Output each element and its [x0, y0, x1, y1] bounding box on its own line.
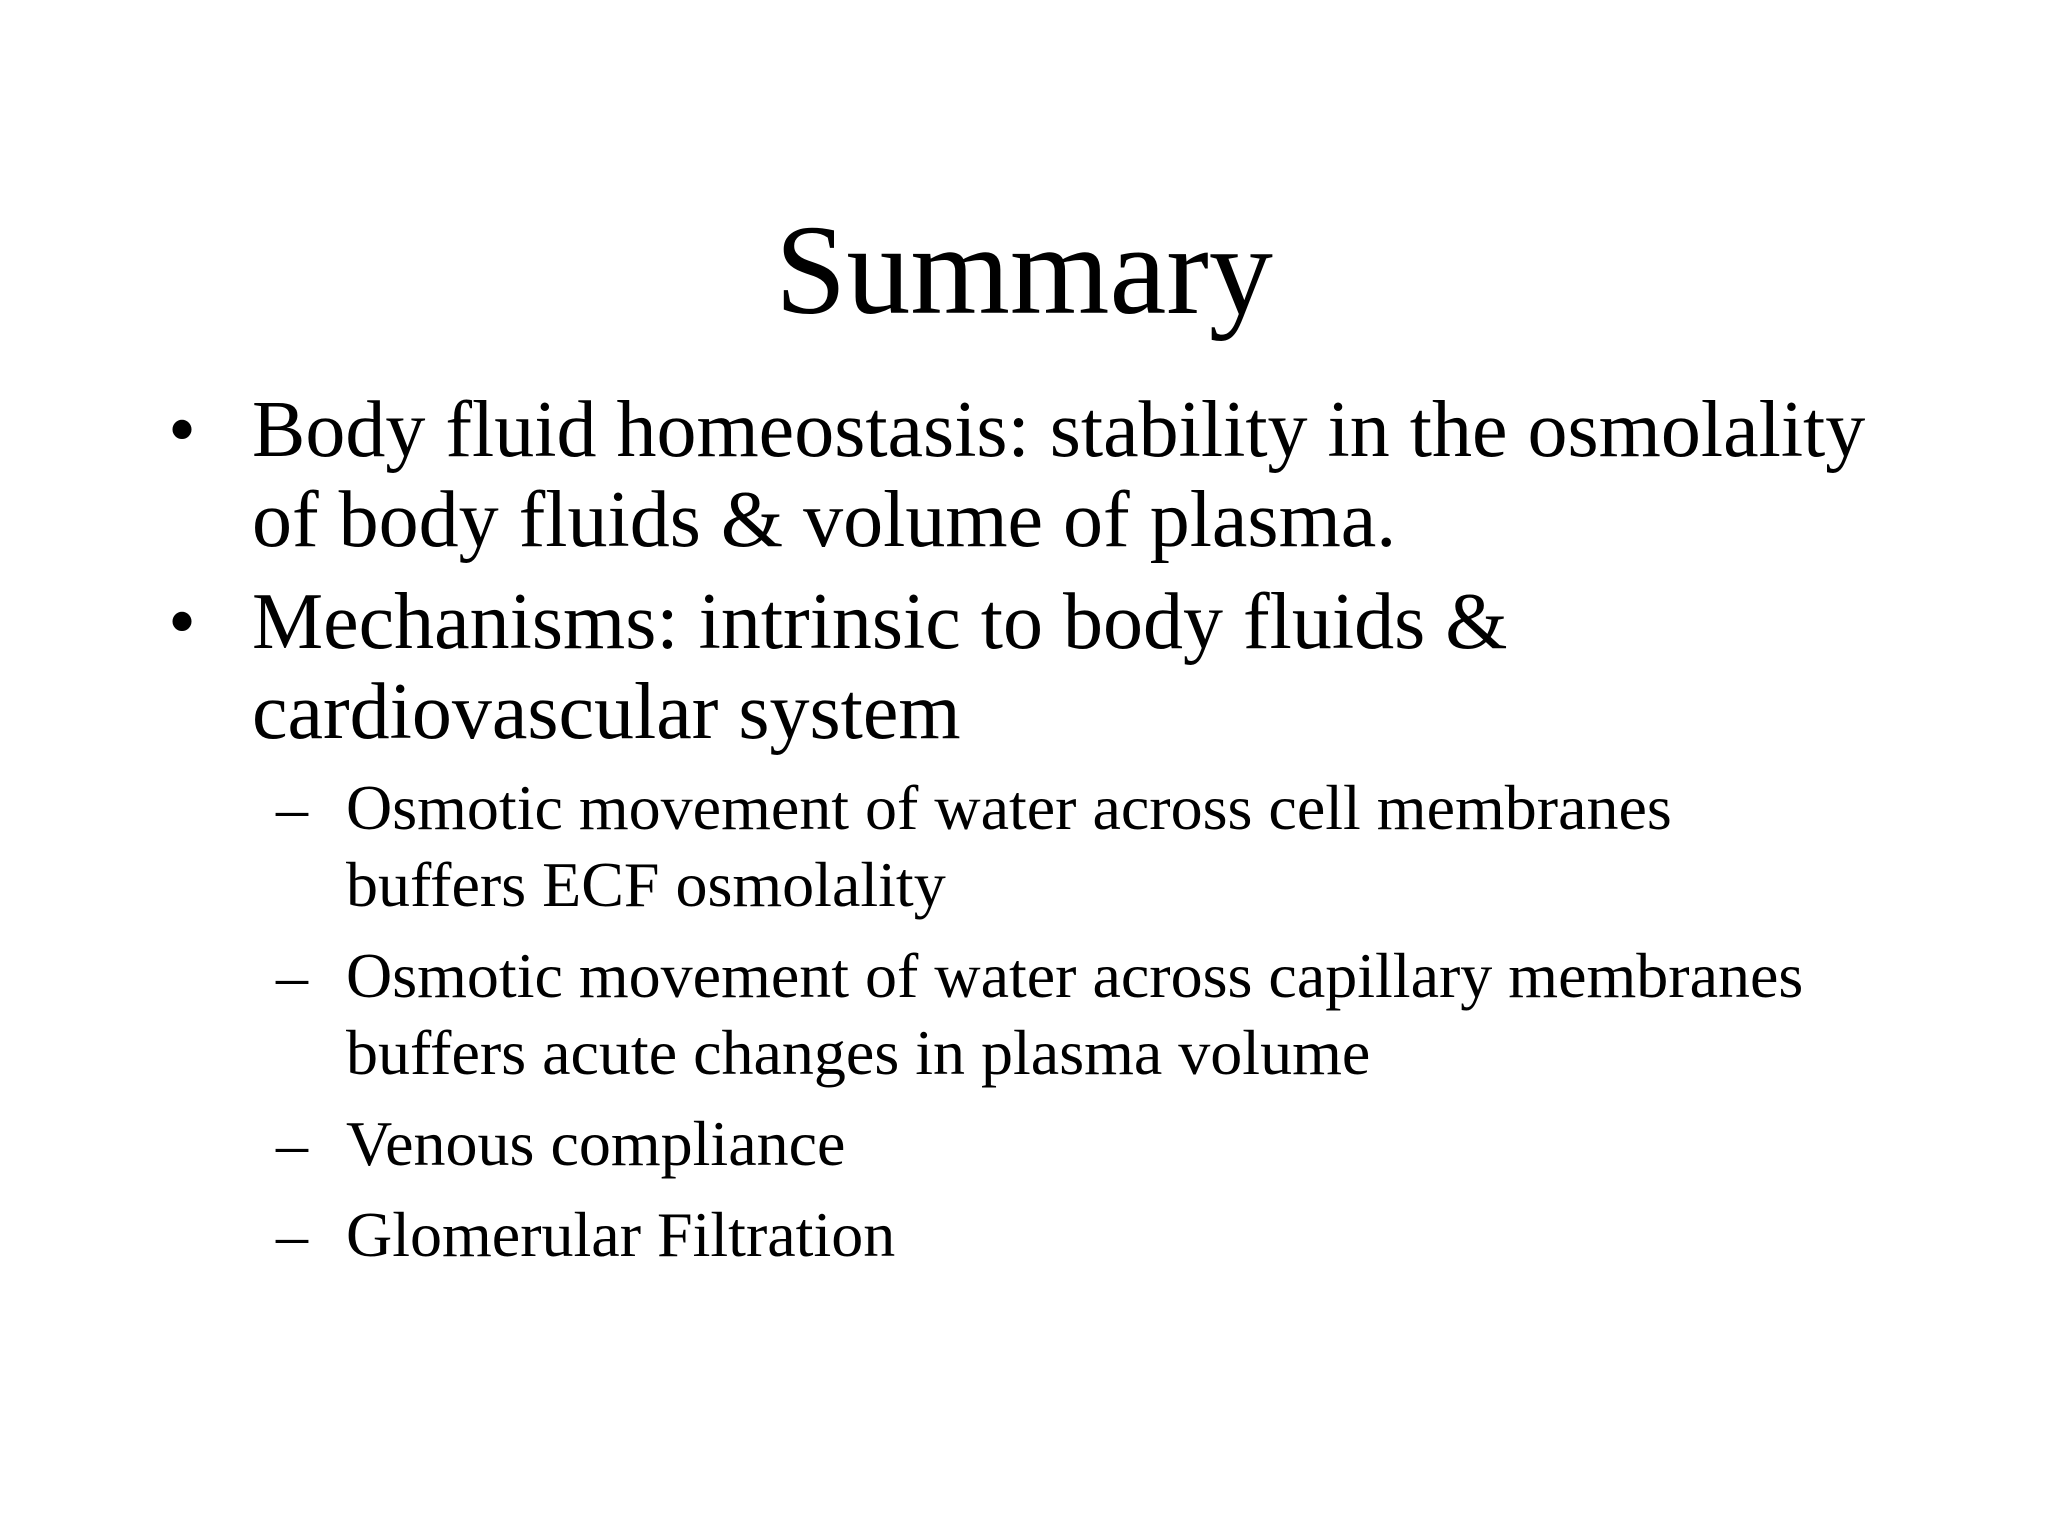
bullet-icon: •: [168, 578, 197, 666]
bullet-item: [168, 577, 1968, 757]
slide-body: [168, 385, 1968, 1287]
dash-icon: –: [276, 772, 308, 843]
sub-bullet-list: [168, 769, 1968, 1273]
dash-icon: –: [276, 940, 308, 1011]
bullet-text: Body fluid homeostasis: stability in the osmolality of body fluids & volume of plasma.: [252, 386, 1866, 564]
sub-bullet-text: Osmotic movement of water across capillary membranes buffers acute changes in plasma volume: [346, 940, 1804, 1088]
sub-bullet-item: [168, 937, 1968, 1091]
sub-bullet-text: Glomerular Filtration: [346, 1199, 896, 1270]
sub-bullet-text: Osmotic movement of water across cell membranes buffers ECF osmolality: [346, 772, 1672, 920]
sub-bullet-item: [168, 1105, 1968, 1182]
bullet-icon: •: [168, 386, 197, 474]
sub-bullet-text: Venous compliance: [346, 1108, 846, 1179]
bullet-text: Mechanisms: intrinsic to body fluids & cardiovascular system: [252, 578, 1508, 756]
sub-bullet-item: [168, 769, 1968, 923]
slide-title: Summary: [775, 199, 1273, 341]
dash-icon: –: [276, 1108, 308, 1179]
dash-icon: –: [276, 1199, 308, 1270]
bullet-item: [168, 385, 1968, 565]
sub-bullet-item: [168, 1196, 1968, 1273]
